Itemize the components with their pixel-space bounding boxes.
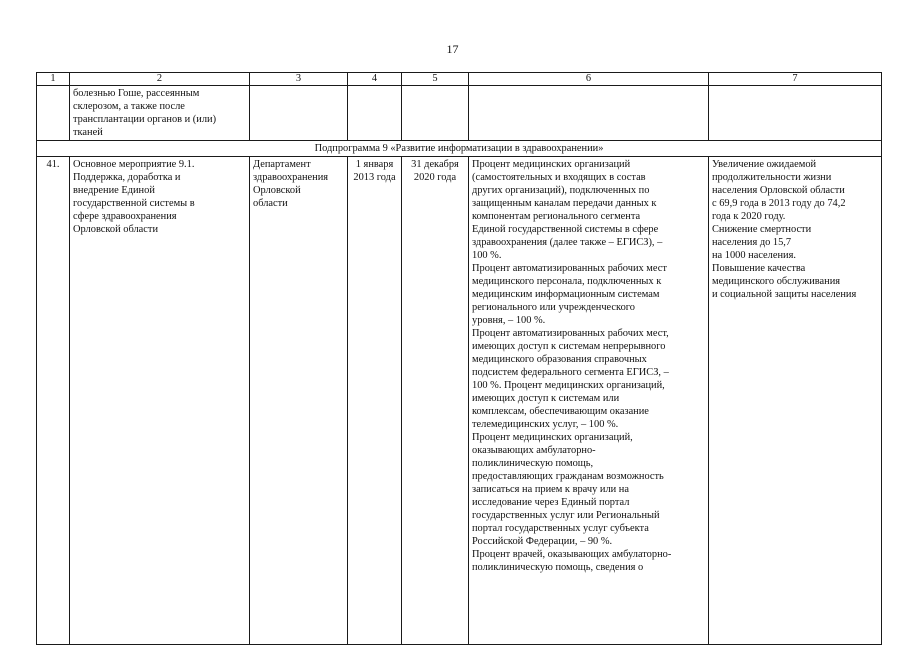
text-line: тканей <box>73 127 103 138</box>
column-number: 7 <box>709 73 882 86</box>
text-line: внедрение Единой <box>73 185 155 196</box>
executor-cell <box>250 157 348 645</box>
text-line: продолжительности жизни <box>712 172 832 183</box>
event-row-41 <box>37 157 882 645</box>
text-line: с 69,9 года в 2013 году до 74,2 <box>712 198 846 209</box>
text-line: на 1000 населения. <box>712 250 796 261</box>
text-line: 31 декабря <box>411 159 459 170</box>
event-description-cell <box>70 157 250 645</box>
text-line: Процент автоматизированных рабочих мест, <box>472 328 669 339</box>
text-line: Процент врачей, оказывающих амбулаторно- <box>472 549 672 560</box>
column-number-row <box>37 73 882 86</box>
text-line: медицинского обслуживания <box>712 276 841 287</box>
text-line: 2020 года <box>413 172 457 183</box>
text-line: 2013 года <box>353 172 396 183</box>
end-date-cell <box>402 157 469 645</box>
column-number: 5 <box>402 73 469 86</box>
text-line: медицинского персонала, подключенных к <box>472 276 662 287</box>
continuation-end-cell <box>402 86 469 141</box>
continuation-event-cell <box>70 86 250 141</box>
text-line: Процент медицинских организаций <box>472 159 631 170</box>
text-line: Департамент <box>253 159 311 170</box>
continuation-results-cell <box>709 86 882 141</box>
text-line: имеющих доступ к системам непрерывного <box>472 341 666 352</box>
text-line: телемедицинских услуг, – 100 %. <box>472 419 619 430</box>
text-line: населения до 15,7 <box>712 237 792 248</box>
text-line: защищенным каналам передачи данных к <box>472 198 657 209</box>
text-line: 100 %. Процент медицинских организаций, <box>472 380 665 391</box>
text-line: Орловской области <box>73 224 159 235</box>
column-number: 1 <box>37 73 70 86</box>
text-line: портал государственных услуг субъекта <box>472 523 649 534</box>
text-line: Снижение смертности <box>712 224 812 235</box>
text-line: подсистем федерального сегмента ЕГИСЗ, – <box>472 367 669 378</box>
text-line: Орловской <box>253 185 301 196</box>
text-line: и социальной защиты населения <box>712 289 857 300</box>
text-line: 100 %. <box>472 250 502 261</box>
column-number: 2 <box>70 73 250 86</box>
start-date-cell <box>348 157 402 645</box>
text-line: склерозом, а также после <box>73 101 185 112</box>
text-line: Процент автоматизированных рабочих мест <box>472 263 667 274</box>
text-line: населения Орловской области <box>712 185 845 196</box>
text-line: Повышение качества <box>712 263 806 274</box>
subprogram-title: Подпрограмма 9 «Развитие информатизации в здравоохранении» <box>37 141 882 157</box>
text-line: (самостоятельных и входящих в состав <box>472 172 646 183</box>
column-number: 6 <box>469 73 709 86</box>
text-line: Единой государственной системы в сфере <box>472 224 659 235</box>
text-line: поликлиническую помощь, сведения о <box>472 562 644 573</box>
text-line: регионального или учрежденческого <box>472 302 635 313</box>
continuation-number-cell <box>37 86 70 141</box>
program-table <box>36 72 882 645</box>
text-line: сфере здравоохранения <box>73 211 177 222</box>
text-line: года к 2020 году. <box>712 211 786 222</box>
text-line: поликлиническую помощь, <box>472 458 594 469</box>
text-line: предоставляющих гражданам возможность <box>472 471 664 482</box>
text-line: здравоохранения (далее также – ЕГИСЗ), – <box>472 237 663 248</box>
column-number: 4 <box>348 73 402 86</box>
text-line: имеющих доступ к системам или <box>472 393 620 404</box>
text-line: других организаций), подключенных по <box>472 185 650 196</box>
text-line: Увеличение ожидаемой <box>712 159 817 170</box>
page-number: 17 <box>446 42 459 56</box>
text-line: здравоохранения <box>253 172 329 183</box>
text-line: Поддержка, доработка и <box>73 172 181 183</box>
text-line: исследование через Единый портал <box>472 497 630 508</box>
expected-results-cell <box>709 157 882 645</box>
text-line: компонентам регионального сегмента <box>472 211 641 222</box>
text-line: записаться на прием к врачу или на <box>472 484 629 495</box>
column-number: 3 <box>250 73 348 86</box>
subprogram-row <box>37 141 882 157</box>
text-line: трансплантации органов и (или) <box>73 114 217 125</box>
indicators-cell <box>469 157 709 645</box>
text-line: 1 января <box>355 159 394 170</box>
text-line: Основное мероприятие 9.1. <box>73 159 195 170</box>
text-line: медицинского образования справочных <box>472 354 647 365</box>
text-line: государственной системы в <box>73 198 195 209</box>
text-line: болезнью Гоше, рассеянным <box>73 88 200 99</box>
continuation-indicators-cell <box>469 86 709 141</box>
text-line: Процент медицинских организаций, <box>472 432 633 443</box>
row-number: 41. <box>37 157 70 645</box>
text-line: медицинским информационным системам <box>472 289 660 300</box>
text-line: области <box>253 198 288 209</box>
text-line: оказывающих амбулаторно- <box>472 445 596 456</box>
text-line: Российской Федерации, – 90 %. <box>472 536 613 547</box>
continuation-row <box>37 86 882 141</box>
text-line: уровня, – 100 %. <box>472 315 546 326</box>
continuation-start-cell <box>348 86 402 141</box>
text-line: комплексам, обеспечивающим оказание <box>472 406 649 417</box>
text-line: государственных услуг или Региональный <box>472 510 660 521</box>
continuation-executor-cell <box>250 86 348 141</box>
